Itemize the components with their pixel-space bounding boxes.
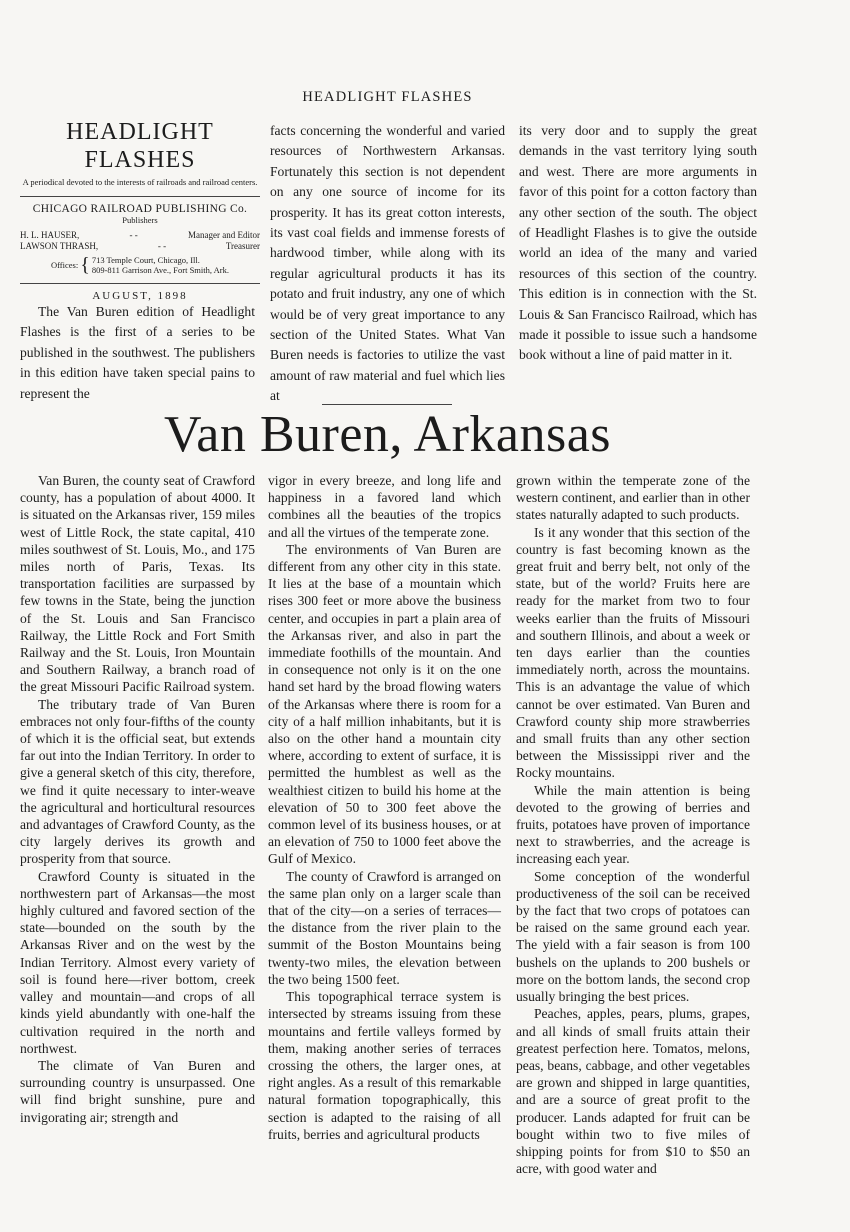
masthead [20,118,260,302]
staff-dashes: - - [157,241,167,251]
offices-addresses [92,255,229,275]
staff-role: Treasurer [225,241,260,251]
offices [20,255,260,275]
masthead-subtitle: A periodical devoted to the interests of railroads and railroad centers. [22,177,258,187]
article-paragraph: The tributary trade of Van Buren embraces not only four-fifths of the county of which it is the official seat, but extends far out into the Indian Territory. In order to give a general sketch of this city, therefore, we find it quite necessary to inter-weave the agricultural and horticultural resources and advantages of Crawford County, as the city largely derives its growth and prosperity from that source. [20,696,255,867]
article-paragraph: grown within the temperate zone of the western continent, and earlier than in other states naturally adapted to such products. [516,473,750,523]
article-paragraph: While the main attention is being devoted to the growing of berries and fruits, potatoes have proven of importance next to strawberries, and the acreage is increasing each year. [516,782,750,867]
intro-paragraph: its very door and to supply the great demands in the vast territory lying south and west. There are more arguments in favor of this point for a cotton factory than any other section of the south. The object of Headlight Flashes is to give the outside world an idea of the many and varied resources of this section of the country. This edition is in connection with the St. Louis & San Francisco Railroad, which has made it possible to issue such a handsome book without a line of paid matter in it. [519,123,757,363]
article-column-2 [268,472,501,1143]
intro-column-3 [519,121,757,366]
brace-glyph: { [80,254,90,276]
intro-column-2 [270,121,505,407]
masthead-rule [20,196,260,197]
running-head: HEADLIGHT FLASHES [302,89,473,105]
article-paragraph: Is it any wonder that this section of the country is fast becoming known as the great fruit and berry belt, not only of the state, but of the world? Fruits here are ready for the market from two to four weeks earlier than the fruits of Missouri and southern Illinois, and about a week or ten days earlier than the counties immediately north, across the mountains. This is an advantage the value of which cannot be over estimated. Van Buren and Crawford county ship more strawberries and small fruits than any other section between the Mississippi river and the Rocky mountains. [516,524,750,781]
staff-list [20,230,260,252]
publishers-label: Publishers [122,215,158,225]
article-paragraph: vigor in every breeze, and long life and happiness in a favored land which combines all the beauties of the tropics and all the virtues of the temperate zone. [268,473,501,540]
staff-dashes: - - [129,230,138,240]
article-column-1 [20,472,255,1126]
staff-row [20,230,260,241]
intro-paragraph: The Van Buren edition of Headlight Flashes is the first of a series to be published in the southwest. The publishers in this edition have taken special pains to represent the [20,304,255,401]
article-paragraph: Peaches, apples, pears, plums, grapes, and all kinds of small fruits attain their greatest perfection here. Tomatos, melons, peas, beans, cabbage, and other vegetables are grown and shipped in large quantities, and are a source of great profit to the producer. Lands adapted for fruit can be bought within two to five miles of shipping points for from $10 to $50 an acre, with good water and [516,1006,750,1177]
article-paragraph: The county of Crawford is arranged on the same plan only on a larger scale than that of the city—on a series of terraces—the distance from the river plain to the summit of the Boston Mountains being twenty-two miles, the elevation between the two being 1500 feet. [268,868,501,987]
article-paragraph: Crawford County is situated in the northwestern part of Arkansas—the most highly cultured and favored section of the state—bounded on the south by the Arkansas River and on the west by the Indian Territory. Almost every variety of soil is found here—river bottom, creek valley and mountain—and crops of all kinds yield abundantly with one-half the cultivation required in the north and northwest. [20,868,255,1056]
article-paragraph: The climate of Van Buren and surrounding country is unsurpassed. One will find bright sunshine, pure and invigorating air; strength and [20,1057,255,1125]
publisher-name: CHICAGO RAILROAD PUBLISHING Co. [32,203,248,215]
staff-role: Manager and Editor [188,230,260,240]
office-address: 713 Temple Court, Chicago, Ill. [91,255,200,265]
staff-name: LAWSON THRASH, [20,241,99,251]
article-paragraph: Van Buren, the county seat of Crawford county, has a population of about 4000. It is situated on the Arkansas river, 159 miles west of Little Rock, the state capital, 410 miles southwest of St. Louis, Mo., and 175 miles north of Paris, Texas. Its transportation facilities are surpassed by few towns in the State, being the junction of the St. Louis and San Francisco Railway, the Little Rock and Fort Smith Railway and the St. Louis, Iron Mountain and Southern Railway, a branch road of the great Missouri Pacific Railroad system. [20,473,255,695]
masthead-rule [20,283,260,284]
article-title: Van Buren, Arkansas [163,406,612,463]
article-paragraph: The environments of Van Buren are different from any other city in this state. It lies at the base of a mountain which rises 300 feet or more above the business center, and occupies in part a plain area of the Arkansas river, and also in part the immediate foothills of the mountain. And in consequence not only is it on the one hand set hard by the broad flowing waters of the Arkansas where there is room for a city of a half million inhabitants, but it is also on the other hand a mountain city where, according to extent of surface, it is permitted the humblest as well as the wealthiest citizen to build his home at the elevation of 50 to 300 feet above the common level of its business houses, or at an elevation of 750 to 1000 feet above the Gulf of Mexico. [268,541,501,867]
article-column-3 [516,472,750,1177]
staff-name: H. L. HAUSER, [20,230,80,240]
office-address: 809-811 Garrison Ave., Fort Smith, Ark. [91,265,230,275]
intro-paragraph: facts concerning the wonderful and varied resources of Northwestern Arkansas. Fortunately this section is not dependent on any one source of income for its prosperity. It has its great cotton interests, its vast coal fields and immense forests of hardwood timber, while along with its regular agricultural products it has its potato and fruit industry, any one of which would be of very great importance to any section of the United States. What Van Buren needs is factories to utilize the vast amount of raw material and fuel which lies at [270,123,505,404]
offices-label: Offices: [50,260,79,270]
masthead-title: HEADLIGHT FLASHES [66,119,214,173]
article-paragraph: Some conception of the wonderful productiveness of the soil can be received by the fact that two crops of potatoes can be raised on the same ground each year. The yield with a fair season is from 100 bushels on the uplands to 200 bushels or more on the bottom lands, the second crop usually bringing the best prices. [516,868,750,1005]
article-paragraph: This topographical terrace system is intersected by streams issuing from these mountains and fertile valleys formed by them, making another series of terraces crossing the others, the larger ones, at right angles. As a result of this remarkable natural formation topographically, this section is adapted to the raising of all fruits, berries and agricultural products [268,989,501,1142]
issue-date: AUGUST, 1898 [92,290,188,302]
staff-row [20,241,260,252]
intro-column-1 [20,302,255,404]
